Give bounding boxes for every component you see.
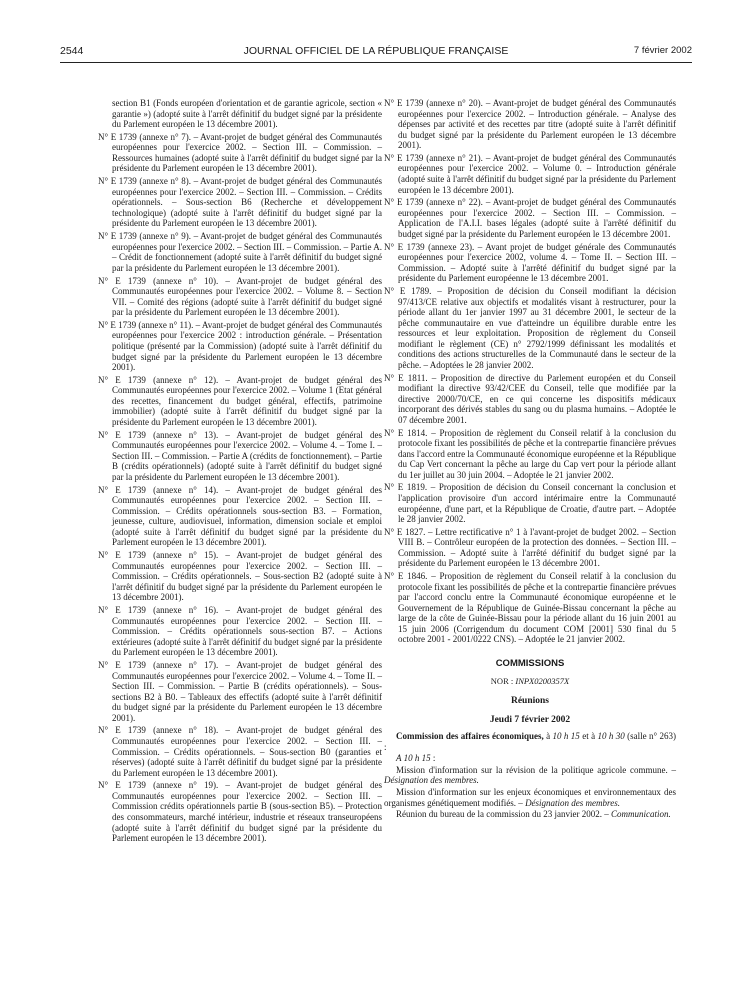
document-entry: N° E 1739 (annexe n° 13). – Avant-projet de budget général des Communautés européennes pour l'exercice 2002. – Volume 4. – Tome I. – Section III. – Commission. – Partie A (crédits de fonctionnement). – Partie B (crédits opérationnels) (adopté suite à l'arrêt définitif du budget signé par la présidente du Parlement européen le 13 décembre 2001). (98, 429, 382, 482)
nor-label: NOR : (490, 675, 514, 686)
document-entry: N° E 1739 (annexe n° 19). – Avant-projet de budget général des Communautés européennes pour l'exercice 2002. – Section III. – Commission crédits opérationnels partie B (sous-section B5). – Protection des consommateurs, marché intérieur, industrie et réseaux transeuropéens (adopté suite à l'arrêt définitif du budget signé par la présidente du Parlement européen le 13 décembre 2001). (98, 780, 382, 844)
document-entry: N° E 1739 (annexe n° 11). – Avant-projet de budget général des Communautés européennes pour l'exercice 2002 : introduction générale. – Présentation politique (présenté par la Commission) (adopté suite à l'arrêt définitif du budget signé par la présidente du Parlement européen le 13 décembre 2001). (98, 319, 382, 373)
session-time (384, 753, 676, 764)
document-entry: N° E 1739 (annexe n° 10). – Avant-projet de budget général des Communautés européennes pour l'exercice 2002. – Volume 8. – Section VII. – Comité des régions (adopté suite à l'arrêt définitif du budget signé par la présidente du Parlement européen le 13 décembre 2001). (98, 275, 382, 318)
committee-name: Commission des affaires économiques, (396, 731, 544, 742)
document-entry: N° E 1739 (annexe 23). – Avant projet de budget générale des Communautés européennes pour l'exercice 2002, volume 4. – Tome II. – Section III. – Commission. – Adopté suite à l'arrêté définitif du budget signé par la présidente du Parlement européenne le 13 décembre 2001. (384, 241, 676, 284)
agenda-item-text: Réunion du bureau de la commission du 23 janvier 2002. – (396, 809, 611, 820)
document-entry: N° E 1739 (annexe n° 9). – Avant-projet de budget général des Communautés européennes pour l'exercice 2002. – Section III. – Commission. – Partie A. – Crédit de fonctionnement (adopté suite à l'arrêt définitif du budget signé par la présidente du Parlement européen le 13 décembre 2001). (98, 231, 382, 273)
document-entry: N° E 1739 (annexe n° 21). – Avant-projet de budget général des Communautés européennes pour l'exercice 2002. – Volume 0. – Introduction générale (adopté suite à l'arrêt définitif du budget signé par la présidente du Parlement européen le 13 décembre 2001). (384, 152, 676, 195)
right-column-entries (384, 98, 676, 645)
meeting-text-b: et à (579, 731, 598, 742)
document-entry: N° E 1739 (annexe n° 8). – Avant-projet de budget général des Communautés européennes pour l'exercice 2002. – Section III. – Commission. – Crédits opérationnels. – Sous-section B6 (Recherche et développement technologique) (adopté suite à l'arrêt définitif du budget signé par la présidente du Parlement européen le 13 décembre 2001). (98, 176, 382, 229)
reunions-heading: Réunions (510, 696, 549, 707)
document-entry: N° E 1739 (annexe n° 12). – Avant-projet de budget général des Communautés européennes pour l'exercice 2002. – Volume 1 (Etat général des recettes, financement du budget général, effectifs, patrimoine immobilier) (adopté suite à l'arrêt définitif du budget signé par la présidente du Parlement européen le 13 décembre 2001). (98, 374, 382, 427)
agenda-item-action: Désignation des membres. (384, 775, 479, 786)
meeting-time-2: 10 h 30 (597, 731, 625, 742)
right-column (384, 98, 676, 821)
journal-title: JOURNAL OFFICIEL DE LA RÉPUBLIQUE FRANÇAISE (243, 45, 509, 57)
document-entry: N° E 1789. – Proposition de décision du Conseil modifiant la décision 97/413/CE relative aux objectifs et modalités visant à restructurer, pour la période allant du 1er janvier 1997 au 31 décembre 2001, le secteur de la pêche communautaire en vue d'atteindre un équilibre durable entre les ressources et leur exploitation. Proposition de règlement du Conseil modifiant le règlement (CE) n° 2792/1999 définissant les modalités et conditions des actions structurelles de la Communauté dans le secteur de la pêche. – Adoptées le 28 janvier 2002. (384, 286, 676, 370)
meeting-text-a: à (543, 731, 553, 742)
agenda-item (384, 765, 676, 786)
commissions-heading: COMMISSIONS (495, 658, 565, 670)
document-entry: N° E 1739 (annexe n° 22). – Avant-projet de budget général des Communautés européennes pour l'exercice 2002. – Section III. – Commission. – Application de l'A.I.I. bases légales (adopté suite à l'arrêté définitif du budget signé par la présidente du Parlement européen le 13 décembre 2001. (384, 197, 676, 239)
document-entry: section B1 (Fonds européen d'orientation et de garantie agricole, section « garantie ») (adopté suite à l'arrêt définitif du budget signé par la présidente du Parlement européen le 13 décembre 2001). (112, 98, 382, 130)
document-entry: N° E 1739 (annexe n° 14). – Avant-projet de budget général des Communautés européennes pour l'exercice 2002. – Section III. – Commission. – Crédits opérationnels sous-section B3. – Formation, jeunesse, culture, audiovisuel, information, dimension sociale et emploi (adopté suite à l'arrêt définitif du budget signé par la présidente du Parlement européen le 13 décembre 2001). (98, 484, 382, 548)
document-entry: N° E 1819. – Proposition de décision du Conseil concernant la conclusion et l'application provisoire d'un accord intérimaire entre la Communauté européenne, d'une part, et la République de Croatie, d'autre part. – Adoptée le 28 janvier 2002. (384, 482, 676, 525)
issue-date: 7 février 2002 (633, 45, 692, 56)
agenda-item-action: Désignation des membres. (525, 797, 620, 808)
document-entry: N° E 1739 (annexe n° 18). – Avant-projet de budget général des Communautés européennes pour l'exercice 2002. – Section III. – Commission. – Crédits opérationnels. – Sous-section B0 (garanties et réserves) (adopté suite à l'arrêt définitif du budget signé par la présidente du Parlement européen le 13 décembre 2001). (98, 725, 382, 778)
agenda-items (384, 765, 676, 820)
session-time-suffix: : (430, 753, 436, 764)
agenda-item-action: Communication. (610, 809, 671, 820)
meeting-date: Jeudi 7 février 2002 (489, 714, 571, 725)
agenda-item-text: Mission d'information sur la révision de la politique agricole commune. – (396, 764, 676, 775)
agenda-item-text: Mission d'information sur les enjeux économiques et environnementaux des organismes génétiquement modifiés. – (384, 786, 676, 808)
document-entry: N° E 1739 (annexe n° 20). – Avant-projet de budget général des Communautés européennes pour l'exercice 2002. – Introduction générale. – Analyse des dépenses par activité et des recettes par titre (adopté suite à l'arrêt définitif du budget signé par la présidente du Parlement européen le 13 décembre 2001). (384, 98, 676, 151)
meeting-room: (salle n° 263) : (384, 731, 676, 752)
document-entry: N° E 1739 (annexe n° 17). – Avant-projet de budget général des Communautés européennes pour l'exercice 2002. – Volume 4. – Tome II. – Section III. – Commission. – Partie B (crédits opérationnels). – Sous-sections B2 à B0. – Tableaux des effectifs (adopté suite à l'arrêt définitif du budget signé par la présidente du Parlement européen le 13 décembre 2001). (98, 659, 382, 723)
session-time-prefix: A (396, 753, 404, 764)
nor-reference (384, 676, 676, 687)
document-entry: N° E 1739 (annexe n° 7). – Avant-projet de budget général des Communautés européennes pour l'exercice 2002. – Section III. – Commission. – Ressources humaines (adopté suite à l'arrêt définitif du budget signé par la présidente du Parlement européen le 13 décembre 2001). (98, 131, 382, 174)
document-entry: N° E 1739 (annexe n° 15). – Avant-projet de budget général des Communautés européennes pour l'exercice 2002. – Section III. – Commission. – Crédits opérationnels. – Sous-section B2 (adopté suite à l'arrêt définitif du budget signé par la présidente du Parlement européen le 13 décembre 2001). (98, 550, 382, 603)
left-column (98, 98, 382, 846)
document-entry: N° E 1811. – Proposition de directive du Parlement européen et du Conseil modifiant la directive 93/42/CEE du Conseil, telle que modifiée par la directive 2000/70/CE, en ce qui concerne les dispositifs médicaux incorporant des dérivés stables du sang ou du plasma humains. – Adoptée le 07 décembre 2001. (384, 372, 676, 425)
document-entry: N° E 1846. – Proposition de règlement du Conseil relatif à la conclusion du protocole fixant les possibilités de pêche et la contrepartie financière prévues par l'accord conclu entre la Communauté économique européenne et le Gouvernement de la République de Guinée-Bissau concernant la pêche au large de la côte de Guinée-Bissau pour la période allant du 16 juin 2001 au 15 juin 2006 (Corrigendum du document COM [2001] 530 final du 5 octobre 2001 - 2001/0222 CNS). – Adoptée le 21 janvier 2002. (384, 571, 676, 645)
page-header (60, 44, 692, 58)
document-entry: N° E 1827. – Lettre rectificative n° 1 à l'avant-projet de budget 2002. – Section VIII B. – Contrôleur européen de la protection des données. – Section III. – Commission. – Adopté suite à l'arrêté définitif du budget signé par la présidente du Parlement européen le 13 décembre 2001. (384, 526, 676, 569)
document-entry: N° E 1739 (annexe n° 16). – Avant-projet de budget général des Communautés européennes pour l'exercice 2002. – Section III. – Commission. – Crédits opérationnels sous-section B7. – Actions extérieures (adopté suite à l'arrêt définitif du budget signé par la présidente du Parlement européen le 13 décembre 2001). (98, 605, 382, 658)
header-rule (60, 62, 692, 63)
page-number: 2544 (60, 45, 84, 57)
session-time-value: 10 h 15 (403, 753, 431, 764)
meeting-line (384, 731, 676, 752)
document-entry: N° E 1814. – Proposition de règlement du Conseil relatif à la conclusion du protocole fixant les possibilités de pêche et la contrepartie financière prévues dans l'accord entre la Communauté économique européenne et la République du Cap Vert concernant la pêche au large du Cap vert pour la période allant du 1er juillet au 30 juin 2004. – Adoptée le 21 janvier 2002. (384, 427, 676, 480)
agenda-item (384, 787, 676, 808)
meeting-time-1: 10 h 15 (552, 731, 580, 742)
nor-code: INPX0200357X (515, 675, 570, 686)
agenda-item (384, 809, 676, 820)
